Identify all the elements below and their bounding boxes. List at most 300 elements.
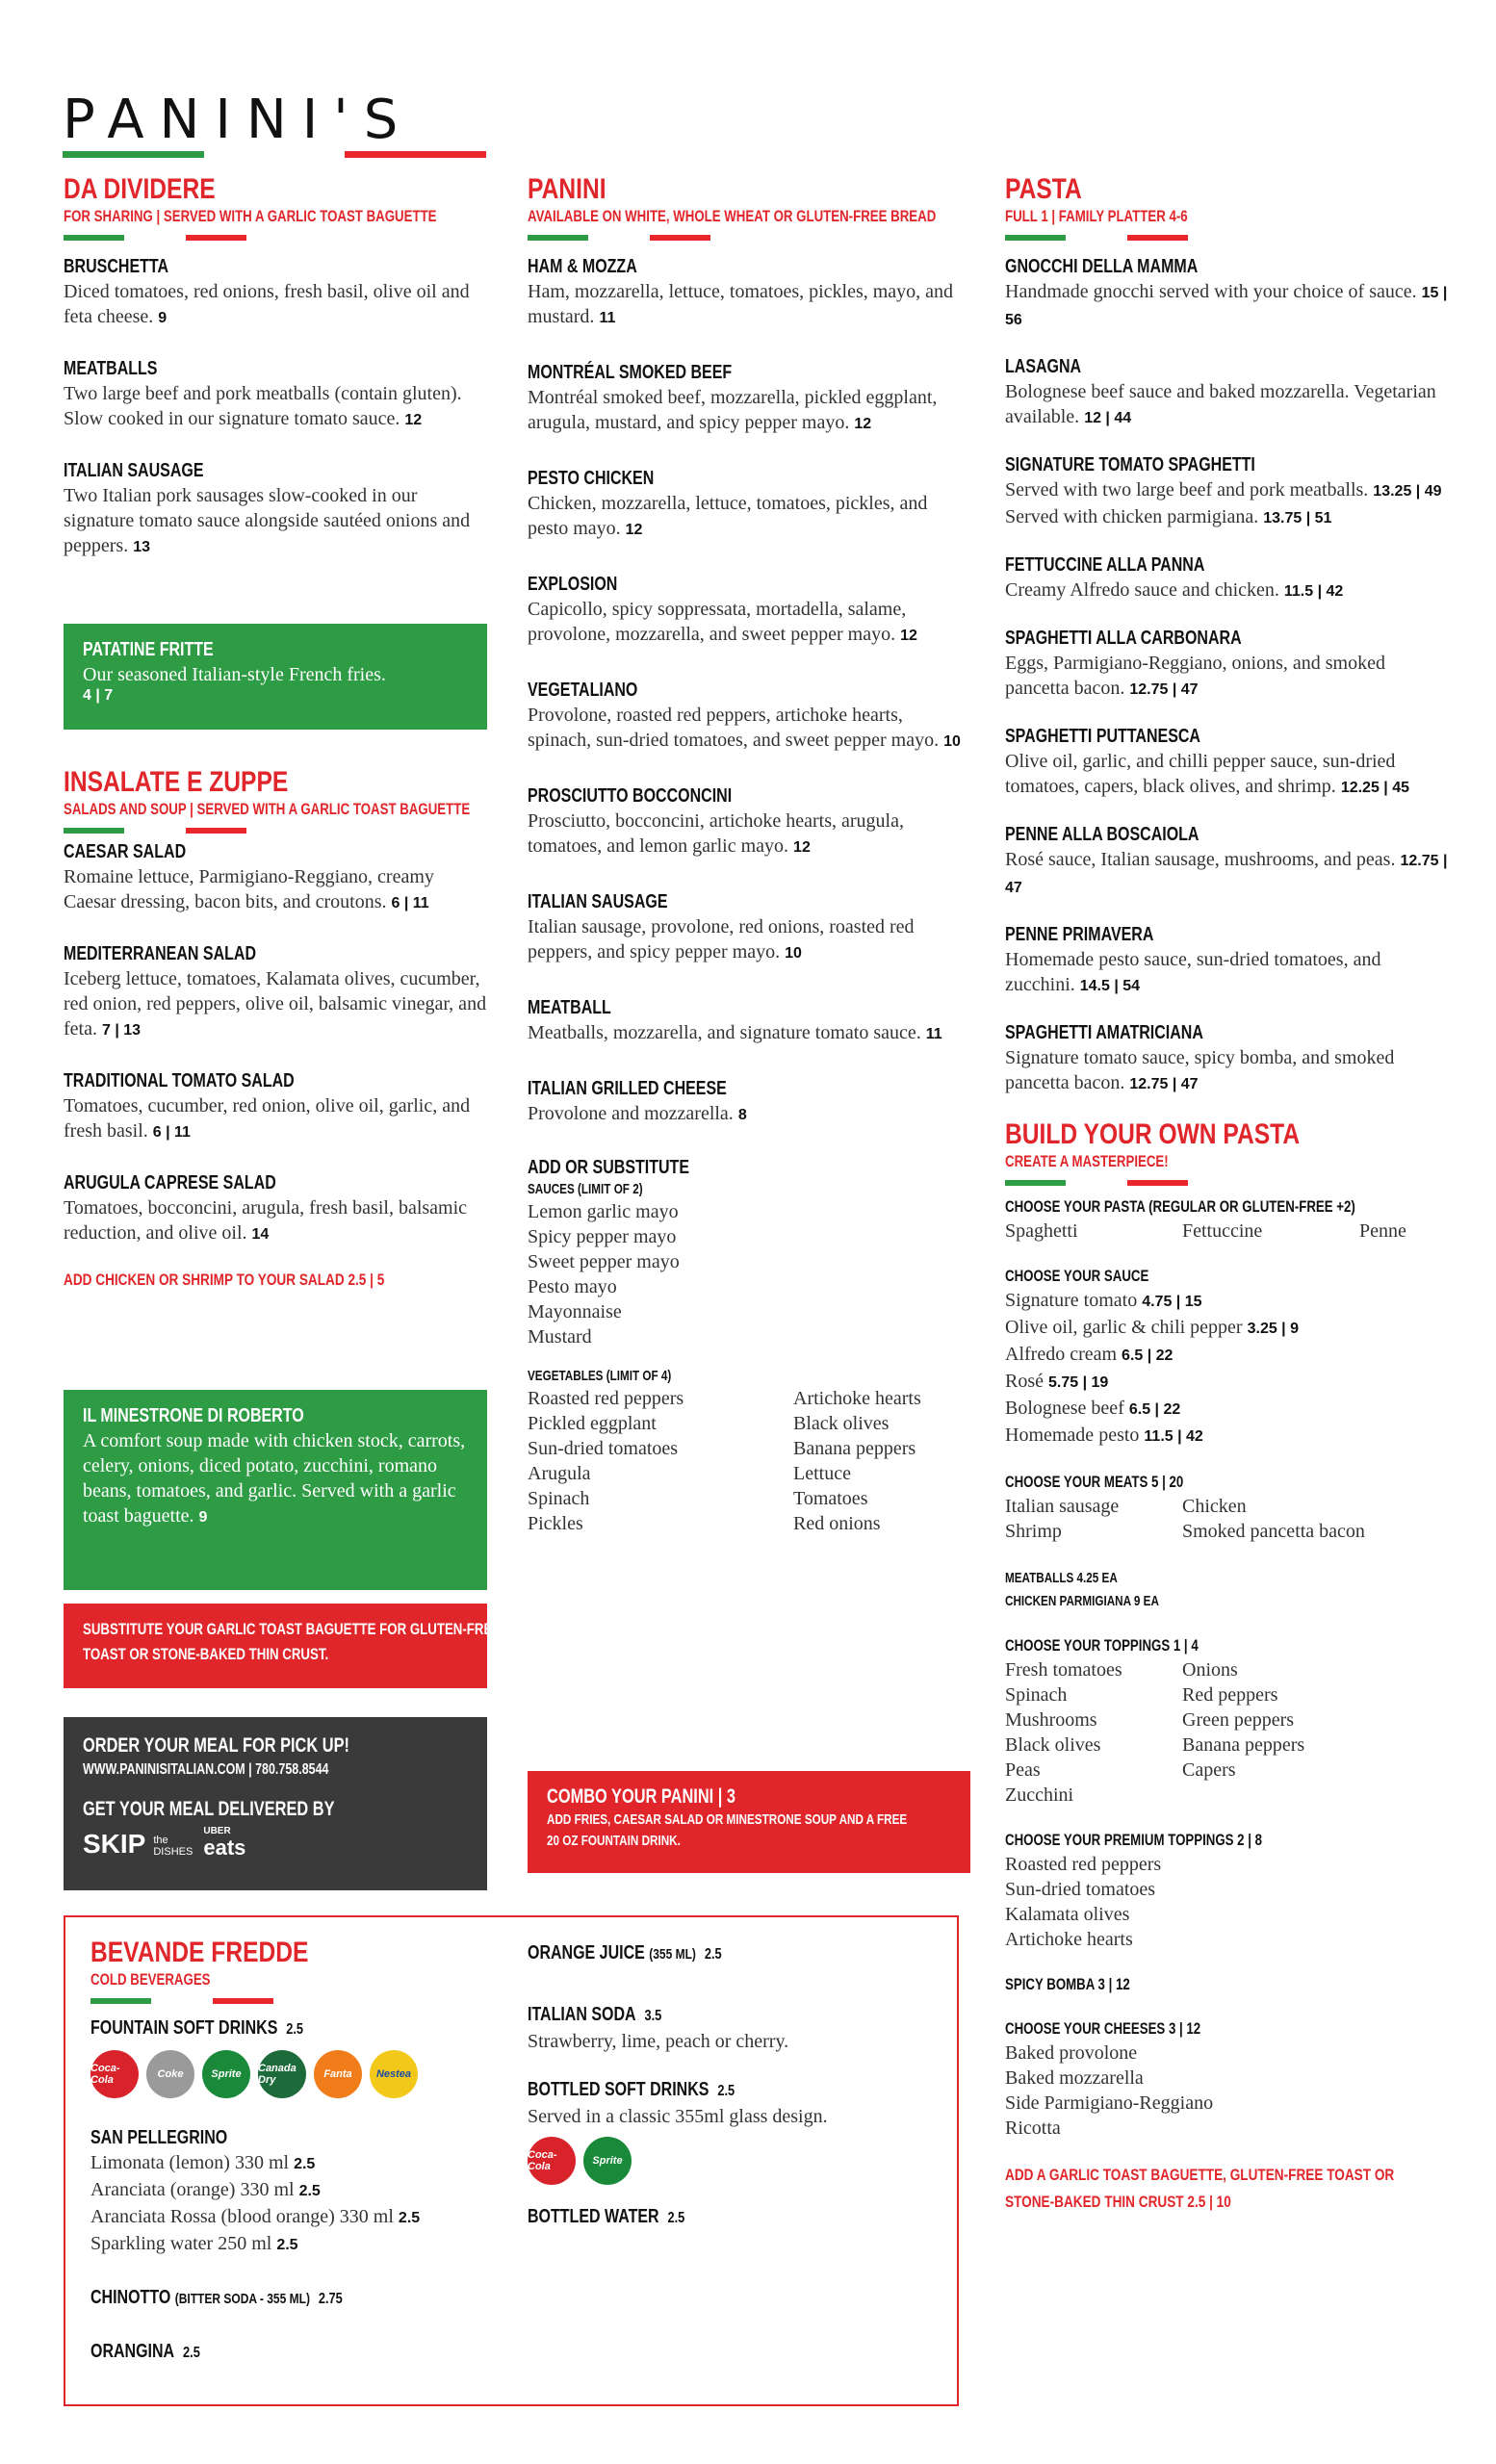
list-line: Sun-dried tomatoes — [528, 1438, 679, 1459]
pasta-choice: Penne — [1359, 1220, 1406, 1242]
sauce-option — [1005, 1315, 1448, 1342]
item-desc-text: Diced tomatoes, red onions, fresh basil, olive oil and feta cheese. — [64, 281, 470, 327]
list-line: Banana peppers — [1182, 1734, 1305, 1756]
sauce-name: Signature tomato — [1005, 1290, 1138, 1311]
item-desc-text: Capicollo, spicy soppressata, mortadella, salame, provolone, mozzarella, and sweet pepper mayo. — [528, 599, 907, 645]
list-line: Spinach — [1005, 1684, 1068, 1706]
list-line: Pesto mayo — [528, 1276, 617, 1297]
item-price: 12 | 44 — [1084, 410, 1132, 426]
sauce-price: 6.5 | 22 — [1128, 1401, 1181, 1418]
drink-price: 2.5 — [398, 2210, 421, 2226]
item-desc-text: Tomatoes, bocconcini, arugula, fresh basil, balsamic reduction, and olive oil. — [64, 1197, 468, 1244]
item-desc-text: Italian sausage, provolone, red onions, roasted red peppers, and spicy pepper mayo. — [528, 916, 915, 962]
pasta-choice-label: CHOOSE YOUR PASTA (REGULAR OR GLUTEN-FREE +2) — [1005, 1197, 1355, 1216]
menu-item — [1005, 724, 1448, 801]
sauce-name: Olive oil, garlic & chili pepper — [1005, 1317, 1243, 1338]
menu-item — [1005, 922, 1448, 999]
column-right — [1005, 173, 1448, 2216]
item-name: ITALIAN SAUSAGE — [64, 460, 204, 481]
build-subtitle: CREATE A MASTERPIECE! — [1005, 1152, 1169, 1170]
sauce-price: 5.75 | 19 — [1048, 1374, 1109, 1391]
pasta-list — [1005, 254, 1448, 1097]
veg-list — [528, 1386, 966, 1536]
veg-left — [528, 1386, 793, 1536]
meats-right — [1182, 1494, 1365, 1544]
item-name: SPAGHETTI AMATRICIANA — [1005, 1022, 1203, 1043]
bottled-logos — [528, 2137, 932, 2185]
sauce-list — [528, 1199, 966, 1349]
toppings-list — [1005, 1657, 1448, 1808]
list-line: Capers — [1182, 1759, 1236, 1781]
item-desc-text: Signature tomato sauce, spicy bomba, and smoked pancetta bacon. — [1005, 1047, 1395, 1093]
addsub-section — [528, 1155, 966, 1536]
item-desc — [64, 381, 487, 433]
insalate-list — [64, 839, 487, 1247]
orangina-price: 2.5 — [183, 2345, 200, 2361]
cheese-label: CHOOSE YOUR CHEESES 3 | 12 — [1005, 2019, 1201, 2038]
menu-item — [64, 254, 487, 331]
menu-item — [64, 1068, 487, 1145]
item-name: SPAGHETTI PUTTANESCA — [1005, 726, 1200, 747]
item-desc — [1005, 504, 1448, 531]
menu-item — [528, 572, 966, 649]
list-line: Shrimp — [1005, 1521, 1062, 1542]
uber-text: UBER — [203, 1826, 231, 1836]
chickenparm-addon: CHICKEN PARMIGIANA 9 EA — [1005, 1593, 1159, 1609]
list-line: Italian sausage — [1005, 1496, 1120, 1517]
item-price: 6 | 11 — [152, 1124, 191, 1141]
menu-item — [528, 1076, 966, 1128]
combo-title: COMBO YOUR PANINI | 3 — [547, 1785, 736, 1808]
section-flag — [90, 1998, 273, 2004]
menu-item — [1005, 626, 1448, 703]
oj-name — [528, 1940, 851, 1967]
skip-logo[interactable]: SKIP — [83, 1829, 146, 1859]
menu-item — [528, 254, 966, 331]
item-name: SIGNATURE TOMATO SPAGHETTI — [1005, 454, 1255, 475]
sauce-name: Homemade pesto — [1005, 1424, 1140, 1446]
list-line: Artichoke hearts — [1005, 1929, 1133, 1950]
toppings-label: CHOOSE YOUR TOPPINGS 1 | 4 — [1005, 1636, 1199, 1655]
drink-name: Aranciata Rossa (blood orange) 330 ml — [90, 2206, 394, 2227]
item-desc — [528, 385, 966, 437]
item-desc — [528, 703, 966, 755]
item-price: 10 — [943, 733, 961, 750]
list-line: Side Parmigiano-Reggiano — [1005, 2092, 1214, 2114]
combo-line1: ADD FRIES, CAESAR SALAD OR MINESTRONE SOUP AND A FREE — [547, 1811, 908, 1828]
list-line: Chicken — [1182, 1496, 1247, 1517]
list-line: Peas — [1005, 1759, 1041, 1781]
soda-price: 3.5 — [644, 2008, 662, 2024]
menu-item — [528, 360, 966, 437]
pellegrino-item — [90, 2177, 514, 2204]
order-contact[interactable]: WWW.PANINISITALIAN.COM | 780.758.8544 — [83, 1761, 329, 1778]
item-name: LASAGNA — [1005, 356, 1082, 377]
menu-item — [1005, 552, 1448, 604]
brand-name: PANINI'S — [63, 89, 414, 151]
drink-name: Aranciata (orange) 330 ml — [90, 2179, 295, 2200]
item-price: 11 — [925, 1026, 942, 1042]
item-price: 12.25 | 45 — [1340, 780, 1410, 796]
drink-name: Limonata (lemon) 330 ml — [90, 2152, 290, 2173]
item-desc-text: Handmade gnocchi served with your choice of sauce. — [1005, 281, 1417, 302]
list-line: Spicy pepper mayo — [528, 1226, 677, 1247]
list-line: Roasted red peppers — [1005, 1854, 1162, 1875]
item-desc — [528, 279, 966, 331]
veg-right — [793, 1386, 921, 1536]
menu-item — [64, 941, 487, 1043]
item-desc — [1005, 477, 1448, 504]
veg-label: VEGETABLES (LIMIT OF 4) — [528, 1368, 672, 1384]
list-line: Lemon garlic mayo — [528, 1201, 679, 1222]
item-name: BRUSCHETTA — [64, 256, 169, 277]
list-line: Kalamata olives — [1005, 1904, 1130, 1925]
bottled-name — [528, 2077, 851, 2104]
item-name: PENNE ALLA BOSCAIOLA — [1005, 824, 1199, 845]
list-line: Fresh tomatoes — [1005, 1659, 1122, 1681]
pellegrino-list — [90, 2150, 514, 2258]
drink-brand-icon: Coke — [146, 2050, 194, 2098]
list-line: Mayonnaise — [528, 1301, 622, 1322]
drink-brand-icon: Coca-Cola — [90, 2050, 139, 2098]
list-line: Black olives — [1005, 1734, 1101, 1756]
bottled-desc: Served in a classic 355ml glass design. — [528, 2106, 828, 2127]
item-price: 9 — [158, 310, 168, 326]
item-name: VEGETALIANO — [528, 680, 638, 701]
beverages-right — [528, 1940, 932, 2231]
drink-name: Sparkling water 250 ml — [90, 2233, 272, 2254]
oj-label: ORANGE JUICE — [528, 1942, 645, 1964]
item-desc — [64, 1195, 487, 1247]
menu-item — [64, 458, 487, 560]
list-line: Roasted red peppers — [528, 1388, 684, 1409]
pasta-choice: Fettuccine — [1182, 1220, 1263, 1242]
sauce-option — [1005, 1288, 1448, 1315]
item-price: 11.5 | 42 — [1283, 583, 1344, 600]
item-price: 10 — [785, 945, 802, 962]
menu-item — [1005, 1020, 1448, 1097]
premium-list — [1005, 1852, 1448, 1952]
pellegrino-item — [90, 2231, 514, 2258]
meatballs-addon: MEATBALLS 4.25 EA — [1005, 1570, 1118, 1586]
ubereats-logo[interactable] — [203, 1825, 245, 1858]
item-desc-text: Ham, mozzarella, lettuce, tomatoes, pickles, mayo, and mustard. — [528, 281, 954, 327]
list-line: Mushrooms — [1005, 1709, 1097, 1731]
list-line: Baked provolone — [1005, 2042, 1138, 2064]
menu-item — [64, 839, 487, 916]
item-desc-text: Served with chicken parmigiana. — [1005, 506, 1259, 527]
cheese-list — [1005, 2040, 1448, 2141]
sauce-price: 3.25 | 9 — [1247, 1321, 1299, 1337]
section-subtitle: COLD BEVERAGES — [90, 1970, 211, 1989]
item-desc — [528, 808, 966, 860]
order-title: ORDER YOUR MEAL FOR PICK UP! — [83, 1734, 349, 1757]
menu-item — [528, 466, 966, 543]
build-title: BUILD YOUR OWN PASTA — [1005, 1118, 1301, 1150]
item-desc — [64, 966, 487, 1043]
chinotto-label: CHINOTTO — [90, 2287, 171, 2308]
sauce-price: 6.5 | 22 — [1122, 1348, 1174, 1364]
addsub-title: ADD OR SUBSTITUTE — [528, 1157, 689, 1178]
item-desc — [1005, 279, 1448, 333]
list-line: Smoked pancetta bacon — [1182, 1521, 1365, 1542]
combo-line2: 20 OZ FOUNTAIN DRINK. — [547, 1833, 681, 1849]
delivery-logos — [83, 1825, 468, 1858]
item-desc — [1005, 578, 1448, 604]
water-price: 2.5 — [667, 2210, 685, 2226]
item-desc-text: Tomatoes, cucumber, red onion, olive oil, garlic, and fresh basil. — [64, 1095, 471, 1142]
item-desc — [1005, 847, 1448, 901]
item-name: FETTUCCINE ALLA PANNA — [1005, 554, 1205, 576]
menu-item — [1005, 254, 1448, 333]
pasta-choices — [1005, 1219, 1448, 1244]
substitute-line1: SUBSTITUTE YOUR GARLIC TOAST BAGUETTE FOR GLUTEN-FREE — [83, 1620, 502, 1638]
item-price: 11 — [599, 310, 616, 326]
add-bread-line2: STONE-BAKED THIN CRUST 2.5 | 10 — [1005, 2193, 1231, 2211]
column-middle — [528, 173, 966, 1536]
item-name: IL MINESTRONE DI ROBERTO — [83, 1405, 304, 1426]
item-price: 12.75 | 47 — [1129, 681, 1199, 698]
sauce-name: Alfredo cream — [1005, 1344, 1118, 1365]
delivery-text: GET YOUR MEAL DELIVERED BY — [83, 1798, 335, 1820]
water-name — [528, 2204, 851, 2231]
meats-left — [1005, 1494, 1182, 1544]
item-name: MEATBALLS — [64, 358, 158, 379]
section-subtitle: AVAILABLE ON WHITE, WHOLE WHEAT OR GLUTEN-FREE BREAD — [528, 207, 937, 225]
item-price: 12.75 | 47 — [1129, 1076, 1199, 1092]
item-price: 12.75 | 47 — [1005, 853, 1448, 896]
item-name: ITALIAN GRILLED CHEESE — [528, 1078, 727, 1099]
item-name: MEATBALL — [528, 997, 611, 1018]
item-name: ITALIAN SAUSAGE — [528, 891, 668, 912]
salad-addon: ADD CHICKEN OR SHRIMP TO YOUR SALAD 2.5 | 5 — [64, 1270, 385, 1289]
item-name: TRADITIONAL TOMATO SALAD — [64, 1070, 295, 1091]
item-desc-text: Romaine lettuce, Parmigiano-Reggiano, creamy Caesar dressing, bacon bits, and croutons. — [64, 866, 434, 912]
drink-brand-icon: Sprite — [583, 2137, 632, 2185]
list-line: Zucchini — [1005, 1784, 1074, 1806]
item-desc-text: Creamy Alfredo sauce and chicken. — [1005, 579, 1279, 601]
beverages-box — [64, 1915, 959, 2406]
dividere-list — [64, 254, 487, 560]
section-title: BEVANDE FREDDE — [90, 1937, 309, 1968]
item-desc-text: Bolognese beef sauce and baked mozzarella. Vegetarian available. — [1005, 381, 1436, 427]
list-line: Tomatoes — [793, 1488, 868, 1509]
bottled-label: BOTTLED SOFT DRINKS — [528, 2079, 709, 2100]
item-name: CAESAR SALAD — [64, 841, 187, 862]
build-sauce-list — [1005, 1288, 1448, 1450]
bomba-addon: SPICY BOMBA 3 | 12 — [1005, 1975, 1130, 1993]
item-desc — [1005, 749, 1448, 801]
item-desc — [1005, 651, 1448, 703]
item-desc — [64, 279, 487, 331]
section-title: INSALATE E ZUPPE — [64, 766, 289, 798]
item-name: EXPLOSION — [528, 574, 618, 595]
item-desc-text: Montréal smoked beef, mozzarella, pickled eggplant, arugula, mustard, and spicy pepper mayo. — [528, 387, 938, 433]
sauce-name: Rosé — [1005, 1371, 1044, 1392]
item-desc — [64, 483, 487, 560]
order-box — [64, 1717, 487, 1890]
item-desc-text: Two Italian pork sausages slow-cooked in our signature tomato sauce alongside sautéed onions and peppers. — [64, 485, 471, 556]
chinotto-price: 2.75 — [318, 2291, 343, 2307]
item-price: 14 — [251, 1226, 270, 1243]
item-desc — [1005, 379, 1448, 431]
item-name: HAM & MOZZA — [528, 256, 637, 277]
list-line: Mustard — [528, 1326, 592, 1348]
item-desc-text: Provolone and mozzarella. — [528, 1103, 734, 1124]
item-price: 4 | 7 — [83, 687, 114, 704]
item-desc-text: Two large beef and pork meatballs (contain gluten). Slow cooked in our signature tomato sauce. — [64, 383, 462, 429]
item-price: 14.5 | 54 — [1079, 978, 1141, 994]
section-flag — [528, 235, 710, 241]
soda-label: ITALIAN SODA — [528, 2004, 636, 2025]
drink-brand-icon: Canada Dry — [258, 2050, 306, 2098]
item-name: PESTO CHICKEN — [528, 468, 655, 489]
list-line: Red peppers — [1182, 1684, 1278, 1706]
item-name: MEDITERRANEAN SALAD — [64, 943, 256, 964]
panini-list — [528, 254, 966, 1128]
item-desc — [1005, 947, 1448, 999]
menu-item — [1005, 822, 1448, 901]
toppings-left — [1005, 1657, 1182, 1808]
drink-brand-icon: Coca-Cola — [528, 2137, 576, 2185]
item-desc-text: Iceberg lettuce, tomatoes, Kalamata olives, cucumber, red onion, red peppers, olive oil, balsamic vinegar, and feta. — [64, 968, 487, 1040]
item-desc — [528, 491, 966, 543]
pellegrino-item — [90, 2150, 514, 2177]
drink-brand-icon: Nestea — [370, 2050, 418, 2098]
meats-label: CHOOSE YOUR MEATS 5 | 20 — [1005, 1473, 1184, 1491]
drink-price: 2.5 — [298, 2183, 321, 2199]
item-desc — [64, 864, 487, 916]
item-price: 13 — [133, 539, 150, 555]
orangina-label: ORANGINA — [90, 2341, 175, 2362]
eats-text: eats — [203, 1835, 246, 1860]
section-flag — [64, 235, 246, 241]
premium-label: CHOOSE YOUR PREMIUM TOPPINGS 2 | 8 — [1005, 1831, 1263, 1849]
item-desc — [83, 1428, 468, 1530]
item-desc-text: Chicken, mozzarella, lettuce, tomatoes, pickles, and pesto mayo. — [528, 493, 928, 539]
item-desc: Our seasoned Italian-style French fries. — [83, 664, 386, 685]
section-flag — [1005, 235, 1188, 241]
item-desc-text: Prosciutto, bocconcini, artichoke hearts, arugula, tomatoes, and lemon garlic mayo. — [528, 810, 904, 857]
item-price: 12 — [404, 412, 423, 428]
item-price: 12 — [793, 839, 811, 856]
list-line: Spinach — [528, 1488, 590, 1509]
section-title: PASTA — [1005, 173, 1082, 205]
menu-item — [528, 783, 966, 860]
drink-price: 2.5 — [276, 2237, 298, 2253]
orangina-name — [90, 2339, 429, 2366]
item-name: SPAGHETTI ALLA CARBONARA — [1005, 628, 1242, 649]
item-price: 12 — [854, 416, 872, 432]
chinotto-note: (BITTER SODA - 355 ML) — [174, 2291, 310, 2307]
item-name: GNOCCHI DELLA MAMMA — [1005, 256, 1199, 277]
soda-desc: Strawberry, lime, peach or cherry. — [528, 2031, 789, 2052]
section-flag — [1005, 1180, 1188, 1186]
item-price: 6 | 11 — [391, 895, 429, 911]
item-price: 12 — [900, 628, 917, 644]
sauce-price: 4.75 | 15 — [1142, 1294, 1202, 1310]
brand-logo — [63, 91, 486, 158]
menu-item — [64, 1170, 487, 1247]
column-left — [64, 173, 487, 585]
item-desc — [528, 1101, 966, 1128]
section-subtitle: SALADS AND SOUP | SERVED WITH A GARLIC TOAST BAGUETTE — [64, 800, 471, 818]
item-desc — [64, 1093, 487, 1145]
skip-logo-small: the DISHES — [153, 1835, 193, 1858]
item-name: ARUGULA CAPRESE SALAD — [64, 1172, 276, 1194]
item-price: 8 — [737, 1107, 747, 1123]
menu-item — [1005, 354, 1448, 431]
combo-box — [528, 1771, 970, 1873]
item-name: MONTRÉAL SMOKED BEEF — [528, 362, 733, 383]
sauce-option — [1005, 1423, 1448, 1450]
list-line: Baked mozzarella — [1005, 2067, 1144, 2089]
menu-item — [528, 889, 966, 966]
item-desc-text: Olive oil, garlic, and chilli pepper sauce, sun-dried tomatoes, capers, black olives, and shrimp. — [1005, 751, 1396, 797]
chinotto-name — [90, 2285, 429, 2312]
item-desc — [1005, 1045, 1448, 1097]
item-desc — [528, 1020, 966, 1047]
fountain-label: FOUNTAIN SOFT DRINKS — [90, 2017, 278, 2039]
oj-price: 2.5 — [704, 1946, 722, 1963]
add-bread-line1: ADD A GARLIC TOAST BAGUETTE, GLUTEN-FREE TOAST OR — [1005, 2166, 1395, 2184]
item-name: PATATINE FRITTE — [83, 639, 214, 660]
logo-flag-bar — [63, 151, 486, 158]
list-line: Pickled eggplant — [528, 1413, 657, 1434]
sauces-label: SAUCES (LIMIT OF 2) — [528, 1181, 643, 1197]
insalate-section — [64, 766, 487, 1292]
item-desc-text: Eggs, Parmigiano-Reggiano, onions, and smoked pancetta bacon. — [1005, 653, 1385, 699]
fountain-price: 2.5 — [286, 2021, 304, 2038]
list-line: Artichoke hearts — [793, 1388, 921, 1409]
list-line: Arugula — [528, 1463, 591, 1484]
item-price: 12 — [625, 522, 643, 538]
item-desc — [528, 914, 966, 966]
item-desc — [528, 597, 966, 649]
list-line: Lettuce — [793, 1463, 851, 1484]
soda-name — [528, 2002, 851, 2029]
list-line: Black olives — [793, 1413, 890, 1434]
pellegrino-item — [90, 2204, 514, 2231]
sauce-choice-label: CHOOSE YOUR SAUCE — [1005, 1267, 1149, 1285]
substitute-line2: TOAST OR STONE-BAKED THIN CRUST. — [83, 1645, 329, 1663]
sauce-name: Bolognese beef — [1005, 1398, 1124, 1419]
drink-brand-icon: Fanta — [314, 2050, 362, 2098]
item-desc-text: Served with two large beef and pork meatballs. — [1005, 479, 1369, 500]
list-line: Sweet pepper mayo — [528, 1251, 680, 1272]
substitute-box — [64, 1604, 502, 1688]
toppings-right — [1182, 1657, 1304, 1808]
section-flag — [64, 828, 246, 834]
item-desc-text: Homemade pesto sauce, sun-dried tomatoes, and zucchini. — [1005, 949, 1381, 995]
menu-item — [528, 995, 966, 1047]
item-name: PROSCIUTTO BOCCONCINI — [528, 785, 733, 807]
list-line: Banana peppers — [793, 1438, 916, 1459]
list-line: Ricotta — [1005, 2118, 1061, 2139]
item-desc-text: Meatballs, mozzarella, and signature tomato sauce. — [528, 1022, 921, 1043]
list-line: Pickles — [528, 1513, 583, 1534]
item-price: 15 | 56 — [1005, 285, 1448, 328]
oj-note: (355 ML) — [649, 1946, 696, 1963]
beverages-left — [90, 1937, 514, 2366]
item-price: 7 | 13 — [101, 1022, 142, 1039]
water-label: BOTTLED WATER — [528, 2206, 659, 2227]
item-name: PENNE PRIMAVERA — [1005, 924, 1154, 945]
menu-item — [1005, 452, 1448, 531]
sauce-option — [1005, 1342, 1448, 1369]
minestrone-desc: A comfort soup made with chicken stock, carrots, celery, onions, diced potato, zucchini, romano beans, tomatoes, and garlic. Served with a garlic toast baguette. — [83, 1430, 466, 1527]
item-price: 13.25 | 49 — [1373, 483, 1442, 500]
